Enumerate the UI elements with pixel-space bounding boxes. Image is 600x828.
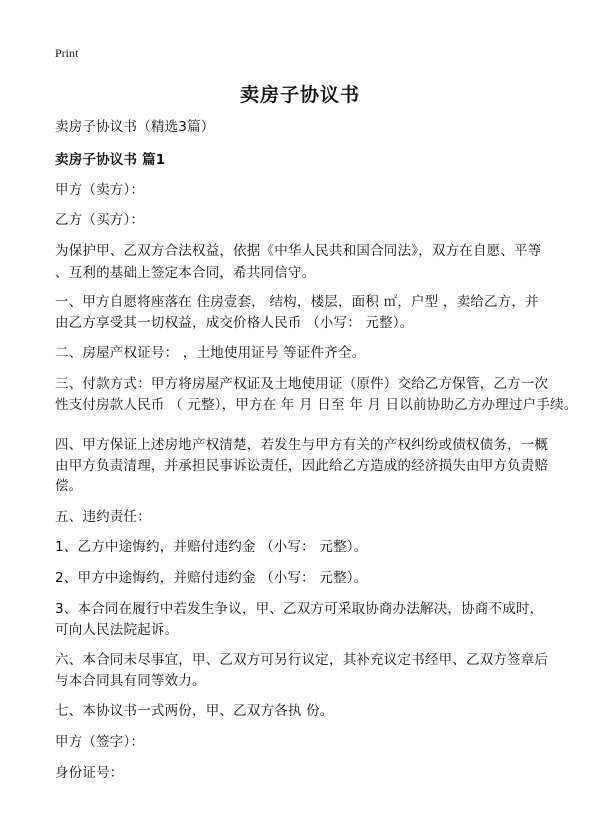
- id-number-line: 身份证号：: [55, 765, 124, 781]
- document-title: 卖房子协议书: [239, 84, 360, 106]
- clause-6-line-2: 与本合同具有同等效力。: [55, 673, 206, 689]
- preamble-line-1: 为保护甲、乙双方合法权益，依据《中华人民共和国合同法》，双方在自愿、平等: [55, 243, 542, 259]
- document-subtitle: 卖房子协议书（精选3篇）: [55, 119, 215, 135]
- clause-5-item-1: 1、乙方中途悔约，并赔付违约金 （小写： 元整）。: [55, 539, 368, 555]
- clause-5-item-2: 2、甲方中途悔约，并赔付违约金 （小写： 元整）。: [55, 570, 368, 586]
- clause-1-line-2: 由乙方享受其一切权益，成交价格人民币 （小写： 元整）。: [55, 315, 414, 331]
- print-link[interactable]: Print: [55, 46, 79, 60]
- clause-3-line-2: 性支付房款人民币 （ 元整），甲方在 年 月 日至 年 月 日以前协助乙方办理过户手续。: [55, 397, 578, 413]
- clause-4-line-2: 由甲方负责清理，并承担民事诉讼责任，因此给乙方造成的经济损失由甲方负责赔: [55, 458, 549, 474]
- clause-5-heading: 五、违约责任：: [55, 509, 151, 525]
- buyer-party-line: 乙方（买方）：: [55, 212, 145, 228]
- clause-4-line-1: 四、甲方保证上述房地产权清楚，若发生与甲方有关的产权纠纷或债权债务，一概: [55, 437, 549, 453]
- clause-1-line-1: 一、甲方自愿将座落在 住房壹套， 结构，楼层，面积 ㎡，户型 ，卖给乙方，并: [55, 294, 539, 310]
- seller-signature-line: 甲方（签字）：: [55, 734, 145, 750]
- clause-6-line-1: 六、本合同未尽事宜，甲、乙双方可另行议定，其补充议定书经甲、乙双方签章后: [55, 652, 549, 668]
- clause-5-item-3-line-1: 3、本合同在履行中若发生争议，甲、乙双方可采取协商办法解决，协商不成时，: [55, 601, 544, 617]
- clause-7-line: 七、本协议书一式两份，甲、乙双方各执 份。: [55, 703, 334, 719]
- clause-2-line: 二、房屋产权证号： ，土地使用证号 等证件齐全。: [55, 345, 366, 361]
- seller-party-line: 甲方（卖方）：: [55, 182, 145, 198]
- section-heading: 卖房子协议书 篇1: [55, 152, 166, 168]
- clause-5-item-3-line-2: 可向人民法院起诉。: [55, 622, 179, 638]
- clause-4-line-3: 偿。: [55, 478, 83, 494]
- preamble-line-2: 、互利的基础上签定本合同，希共同信守。: [55, 265, 316, 281]
- clause-3-line-1: 三、付款方式：甲方将房屋产权证及土地使用证（原件）交给乙方保管，乙方一次: [55, 376, 549, 392]
